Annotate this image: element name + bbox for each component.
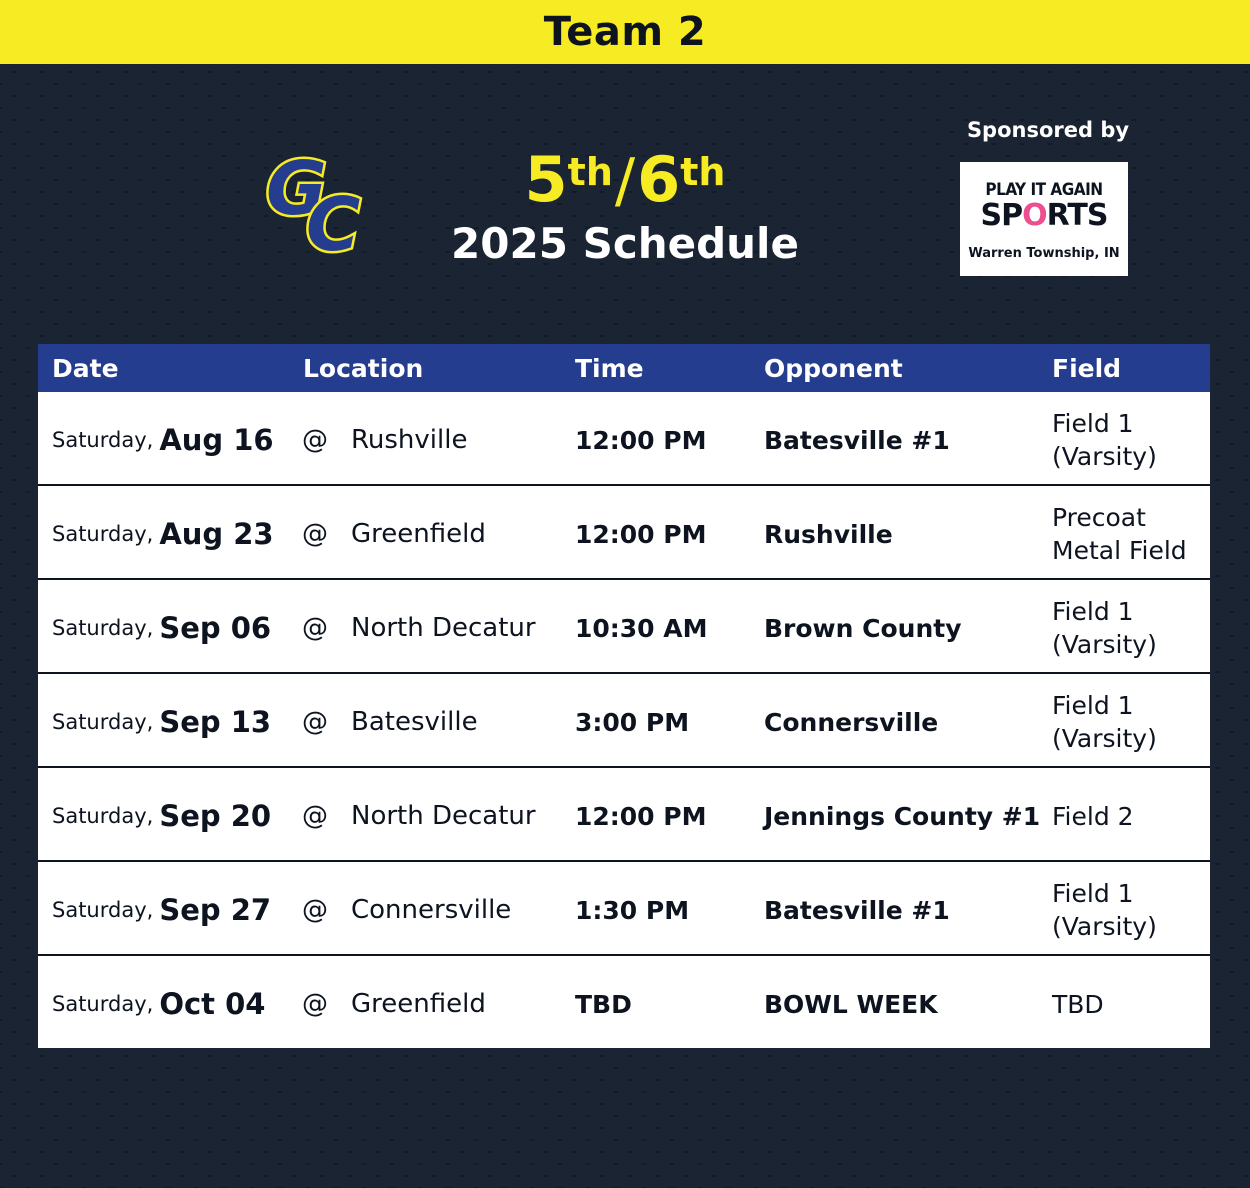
header-date: Date <box>52 354 119 383</box>
time-cell: 12:00 PM <box>575 519 707 549</box>
day-label: Saturday, <box>52 522 154 546</box>
field-cell: Field 2 <box>1052 801 1134 831</box>
table-row <box>38 676 1210 768</box>
date-cell <box>52 582 271 674</box>
game-date: Sep 13 <box>159 705 272 739</box>
date-cell <box>52 770 271 862</box>
sponsor-name-line1: PLAY IT AGAIN <box>985 180 1103 200</box>
game-date: Oct 04 <box>159 987 266 1021</box>
at-symbol: @ <box>302 801 328 831</box>
location-cell: Rushville <box>351 425 468 455</box>
grade-five-suffix: th <box>567 150 613 194</box>
at-symbol: @ <box>302 613 328 643</box>
opponent-cell: Connersville <box>764 707 939 737</box>
opponent-cell: BOWL WEEK <box>764 989 938 1019</box>
table-header <box>38 344 1210 392</box>
team-banner <box>0 0 1250 64</box>
at-symbol: @ <box>302 895 328 925</box>
field-cell: Field 1 (Varsity) <box>1052 409 1157 471</box>
game-date: Sep 20 <box>159 799 272 833</box>
field-cell: TBD <box>1052 989 1104 1019</box>
grade-five: 5 <box>524 143 568 216</box>
time-cell: 12:00 PM <box>575 801 707 831</box>
time-cell: 1:30 PM <box>575 895 690 925</box>
table-row <box>38 488 1210 580</box>
table-row <box>38 394 1210 486</box>
time-cell: 10:30 AM <box>575 613 708 643</box>
location-cell: North Decatur <box>351 613 536 643</box>
at-symbol: @ <box>302 989 328 1019</box>
date-cell <box>52 394 274 486</box>
location-cell: Greenfield <box>351 989 486 1019</box>
day-label: Saturday, <box>52 804 154 828</box>
sponsor-label: Sponsored by <box>966 118 1130 142</box>
opponent-cell: Batesville #1 <box>764 425 950 455</box>
table-row <box>38 864 1210 956</box>
time-cell: 3:00 PM <box>575 707 690 737</box>
game-date: Aug 23 <box>159 517 274 551</box>
svg-text:C: C <box>306 182 361 260</box>
field-cell: Field 1 (Varsity) <box>1052 597 1157 659</box>
field-cell: Field 1 (Varsity) <box>1052 879 1157 941</box>
game-date: Sep 27 <box>159 893 272 927</box>
date-cell <box>52 676 271 768</box>
svg-text:G: G <box>266 146 327 232</box>
location-cell: Greenfield <box>351 519 486 549</box>
day-label: Saturday, <box>52 616 154 640</box>
day-label: Saturday, <box>52 428 154 452</box>
time-cell: 12:00 PM <box>575 425 707 455</box>
schedule-table <box>38 344 1210 1048</box>
table-row <box>38 958 1210 1050</box>
at-symbol: @ <box>302 519 328 549</box>
header-time: Time <box>575 354 644 383</box>
header-location: Location <box>303 354 424 383</box>
sponsor-sports-part1: SP <box>980 198 1023 233</box>
opponent-cell: Rushville <box>764 519 893 549</box>
at-symbol: @ <box>302 425 328 455</box>
header-field: Field <box>1052 354 1122 383</box>
table-row <box>38 770 1210 862</box>
opponent-cell: Jennings County #1 <box>764 801 1041 831</box>
location-cell: North Decatur <box>351 801 536 831</box>
date-cell <box>52 864 271 956</box>
game-date: Aug 16 <box>159 423 274 457</box>
table-row <box>38 582 1210 674</box>
opponent-cell: Batesville #1 <box>764 895 950 925</box>
day-label: Saturday, <box>52 992 154 1016</box>
opponent-cell: Brown County <box>764 613 962 643</box>
location-cell: Batesville <box>351 707 478 737</box>
day-label: Saturday, <box>52 710 154 734</box>
date-cell <box>52 958 265 1050</box>
sponsor-sports-o: O <box>1022 198 1047 233</box>
time-cell: TBD <box>575 989 632 1019</box>
game-date: Sep 06 <box>159 611 272 645</box>
header-opponent: Opponent <box>764 354 903 383</box>
date-cell <box>52 488 274 580</box>
location-cell: Connersville <box>351 895 512 925</box>
sponsor-name-line2 <box>960 198 1128 233</box>
at-symbol: @ <box>302 707 328 737</box>
sponsor-logo <box>960 162 1128 276</box>
grade-slash: / <box>614 146 636 216</box>
team-title: Team 2 <box>543 9 707 55</box>
field-cell: Precoat Metal Field <box>1052 503 1187 565</box>
day-label: Saturday, <box>52 898 154 922</box>
grade-six-suffix: th <box>680 150 726 194</box>
schedule-title: 2025 Schedule <box>451 219 799 268</box>
sponsor-sports-part2: RTS <box>1046 198 1108 233</box>
field-cell: Field 1 (Varsity) <box>1052 691 1157 753</box>
grade-six: 6 <box>637 143 681 216</box>
sponsor-location: Warren Township, IN <box>968 246 1120 261</box>
